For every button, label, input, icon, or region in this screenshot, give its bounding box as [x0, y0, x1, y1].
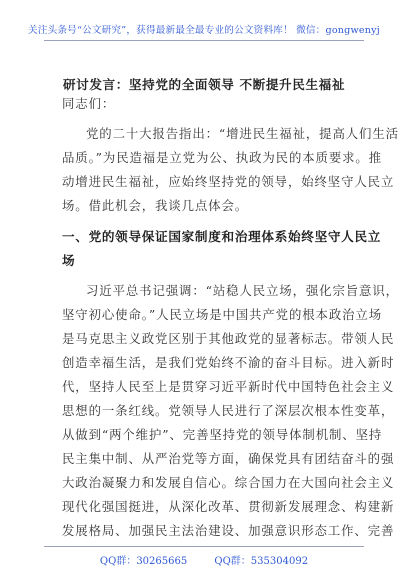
paragraph-line: 大政治凝聚力和发展自信心。综合国力在大国向社会主义	[62, 475, 395, 490]
paragraph-line: 习近平总书记强调：“站稳人民立场，强化宗旨意识，	[86, 283, 399, 298]
section-heading: 一、党的领导保证国家制度和治理体系始终坚守人民立	[62, 229, 382, 244]
paragraph-line: 党的二十大报告指出：“增进民生福祉，提高人们生活	[86, 126, 399, 141]
paragraph-line: 思想的一条红线。党领导人民进行了深层次根本性变革，	[62, 403, 395, 418]
footer-divider	[44, 546, 364, 547]
paragraph-line: 民主集中制、从严治党等方面，确保党具有团结奋斗的强	[62, 451, 395, 466]
footer-qq-group-1: QQ群：30265665	[99, 556, 188, 567]
paragraph-line: 是马克思主义政党区别于其他政党的显著标志。带领人民	[62, 331, 395, 346]
paragraph-line: 从做到“两个维护”、完善坚持党的领导体制机制、坚持	[62, 427, 383, 442]
footer	[0, 552, 408, 567]
paragraph-line: 场。借此机会，我谈几点体会。	[62, 198, 249, 213]
header-note: 关注头条号“公文研究”，获得最新最全最专业的公文资料库！ 微信：gongwenyj	[28, 25, 380, 36]
paragraph-line: 品质。”为民造福是立党为公、执政为民的本质要求。推	[62, 150, 383, 165]
paragraph-line: 代，坚持人民至上是贯穿习近平新时代中国特色社会主义	[62, 379, 395, 394]
salutation: 同志们：	[62, 96, 116, 111]
paragraph-line: 坚守初心使命。”人民立场是中国共产党的根本政治立场	[62, 307, 383, 322]
paragraph-line: 动增进民生福祉，应始终坚持党的领导，始终坚守人民立	[62, 174, 395, 189]
paragraph-line: 创造幸福生活，是我们党始终不渝的奋斗目标。进入新时	[62, 355, 395, 370]
paragraph-line: 发展格局、加强民主法治建设、加强意识形态工作、完善	[62, 523, 395, 538]
section-heading: 场	[62, 253, 76, 268]
paragraph-line: 现代化强国挺进，从深化改革、贯彻新发展理念、构建新	[62, 499, 395, 514]
footer-qq-group-2: QQ群：535304092	[214, 556, 309, 567]
document-title: 研讨发言：坚持党的全面领导 不断提升民生福祉	[62, 77, 346, 92]
header-divider	[44, 40, 364, 41]
